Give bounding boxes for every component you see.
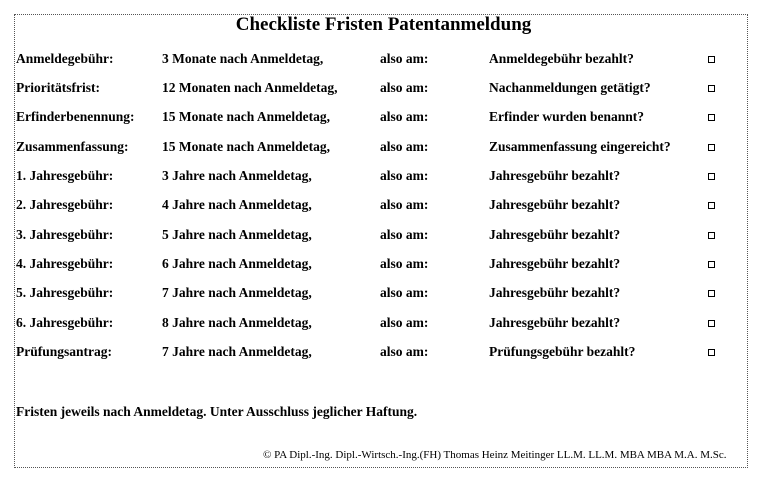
row-label: 5. Jahresgebühr: [16, 285, 114, 300]
checkbox-icon[interactable] [708, 173, 715, 180]
row-check-question: Jahresgebühr bezahlt? [489, 256, 621, 271]
row-check-question: Prüfungsgebühr bezahlt? [489, 344, 636, 359]
row-check-question: Jahresgebühr bezahlt? [489, 227, 621, 242]
row-check-question: Anmeldegebühr bezahlt? [489, 51, 634, 66]
row-check-question: Jahresgebühr bezahlt? [489, 168, 621, 183]
row-label: 1. Jahresgebühr: [16, 168, 114, 183]
checklist-row [0, 225, 767, 245]
row-also-am: also am: [380, 51, 429, 66]
row-also-am: also am: [380, 285, 429, 300]
checkbox-icon[interactable] [708, 320, 715, 327]
row-label: Anmeldegebühr: [16, 51, 114, 66]
checklist-row [0, 107, 767, 127]
row-check-question: Jahresgebühr bezahlt? [489, 315, 621, 330]
row-period: 15 Monate nach Anmeldetag, [162, 109, 330, 124]
disclaimer-footnote: Fristen jeweils nach Anmeldetag. Unter Ausschluss jeglicher Haftung. [16, 404, 418, 419]
row-label: Zusammenfassung: [16, 139, 129, 154]
checkbox-icon[interactable] [708, 290, 715, 297]
row-check-question: Erfinder wurden benannt? [489, 109, 645, 124]
row-period: 8 Jahre nach Anmeldetag, [162, 315, 312, 330]
row-label: 6. Jahresgebühr: [16, 315, 114, 330]
row-period: 3 Monate nach Anmeldetag, [162, 51, 324, 66]
checkbox-icon[interactable] [708, 202, 715, 209]
row-period: 7 Jahre nach Anmeldetag, [162, 344, 312, 359]
row-label: Prioritätsfrist: [16, 80, 100, 95]
checklist-row [0, 283, 767, 303]
row-also-am: also am: [380, 139, 429, 154]
checklist-row [0, 49, 767, 69]
row-also-am: also am: [380, 197, 429, 212]
checklist-row [0, 254, 767, 274]
row-also-am: also am: [380, 344, 429, 359]
checklist-row [0, 166, 767, 186]
checklist-row [0, 313, 767, 333]
checkbox-icon[interactable] [708, 232, 715, 239]
copyright-notice: © PA Dipl.-Ing. Dipl.-Wirtsch.-Ing.(FH) Thomas Heinz Meitinger LL.M. LL.M. MBA MBA M.A. M.Sc. [263, 449, 727, 461]
row-label: 4. Jahresgebühr: [16, 256, 114, 271]
row-label: 3. Jahresgebühr: [16, 227, 114, 242]
row-period: 6 Jahre nach Anmeldetag, [162, 256, 312, 271]
row-check-question: Nachanmeldungen getätigt? [489, 80, 651, 95]
row-check-question: Jahresgebühr bezahlt? [489, 285, 621, 300]
row-period: 5 Jahre nach Anmeldetag, [162, 227, 312, 242]
row-period: 3 Jahre nach Anmeldetag, [162, 168, 312, 183]
row-period: 12 Monaten nach Anmeldetag, [162, 80, 338, 95]
checkbox-icon[interactable] [708, 56, 715, 63]
checklist-row [0, 342, 767, 362]
checkbox-icon[interactable] [708, 144, 715, 151]
row-also-am: also am: [380, 168, 429, 183]
row-label: Erfinderbenennung: [16, 109, 135, 124]
row-also-am: also am: [380, 256, 429, 271]
row-check-question: Jahresgebühr bezahlt? [489, 197, 621, 212]
row-also-am: also am: [380, 227, 429, 242]
checklist-row [0, 195, 767, 215]
row-period: 15 Monate nach Anmeldetag, [162, 139, 330, 154]
row-also-am: also am: [380, 315, 429, 330]
row-label: Prüfungsantrag: [16, 344, 113, 359]
checkbox-icon[interactable] [708, 349, 715, 356]
row-period: 4 Jahre nach Anmeldetag, [162, 197, 312, 212]
checklist-row [0, 137, 767, 157]
row-period: 7 Jahre nach Anmeldetag, [162, 285, 312, 300]
checkbox-icon[interactable] [708, 114, 715, 121]
page-title: Checkliste Fristen Patentanmeldung [235, 14, 532, 35]
row-also-am: also am: [380, 109, 429, 124]
checklist-row [0, 78, 767, 98]
checkbox-icon[interactable] [708, 261, 715, 268]
row-label: 2. Jahresgebühr: [16, 197, 114, 212]
checkbox-icon[interactable] [708, 85, 715, 92]
row-check-question: Zusammenfassung eingereicht? [489, 139, 671, 154]
row-also-am: also am: [380, 80, 429, 95]
